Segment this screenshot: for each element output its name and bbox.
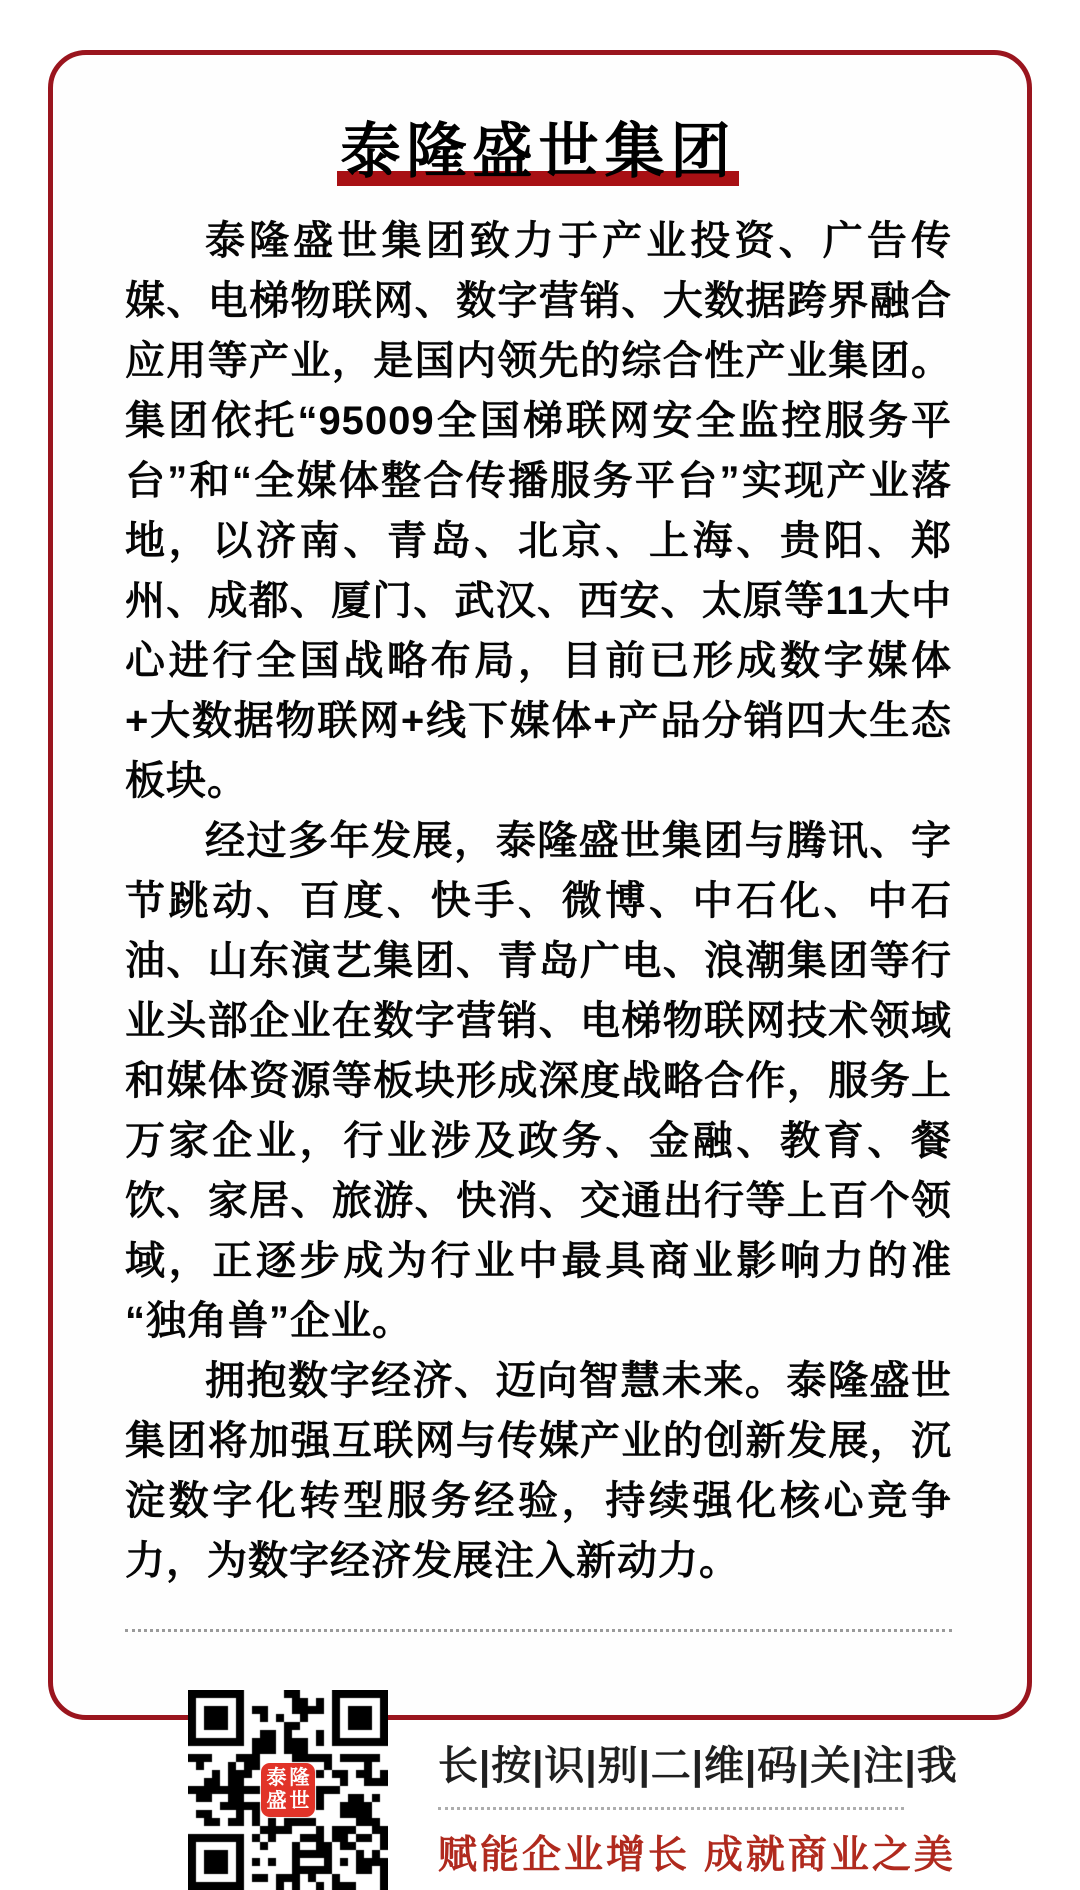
title-wrap <box>341 119 737 185</box>
title-row <box>125 119 952 185</box>
qr-code[interactable] <box>188 1690 388 1890</box>
company-card <box>48 50 1032 1877</box>
seal-char: 泰 <box>266 1767 287 1789</box>
seal-char: 世 <box>289 1790 310 1812</box>
qr-caption: 长|按|识|别|二|维|码|关|注|我 <box>438 1744 958 1788</box>
intro-paragraph-2: 经过多年发展，泰隆盛世集团与腾讯、字节跳动、百度、快手、微博、中石化、中石油、山东演艺集团、青岛广电、浪潮集团等行业头部企业在数字营销、电梯物联网技术领域和媒体资源等板块形成深度战略合作，服务上万家企业，行业涉及政务、金融、教育、餐饮、家居、旅游、快消、交通出行等上百个领域，正逐步成为行业中最具商业影响力的准“独角兽”企业。 <box>125 819 952 1343</box>
seal-char: 盛 <box>266 1790 287 1812</box>
dotted-divider <box>125 1629 952 1632</box>
intro-paragraph-3: 拥抱数字经济、迈向智慧未来。泰隆盛世集团将加强互联网与传媒产业的创新发展，沉淀数字化转型服务经验，持续强化核心竞争力，为数字经济发展注入新动力。 <box>125 1359 952 1583</box>
qr-side <box>438 1690 958 1880</box>
brand-seal <box>261 1763 315 1817</box>
page-title: 泰隆盛世集团 <box>340 118 737 185</box>
caption-divider <box>438 1807 904 1810</box>
intro-paragraph-1: 泰隆盛世集团致力于产业投资、广告传媒、电梯物联网、数字营销、大数据跨界融合应用等产业，是国内领先的综合性产业集团。集团依托“95009全国梯联网安全监控服务平台”和“全媒体整合传播服务平台”实现产业落地，以济南、青岛、北京、上海、贵阳、郑州、成都、厦门、武汉、西安、太原等11大中心进行全国战略布局，目前已形成数字媒体+大数据物联网+线下媒体+产品分销四大生态板块。 <box>125 219 952 803</box>
company-intro <box>125 211 952 1591</box>
seal-char: 隆 <box>289 1767 310 1789</box>
brand-slogan: 赋能企业增长 成就商业之美 <box>438 1834 956 1877</box>
footer-row <box>125 1690 958 1890</box>
